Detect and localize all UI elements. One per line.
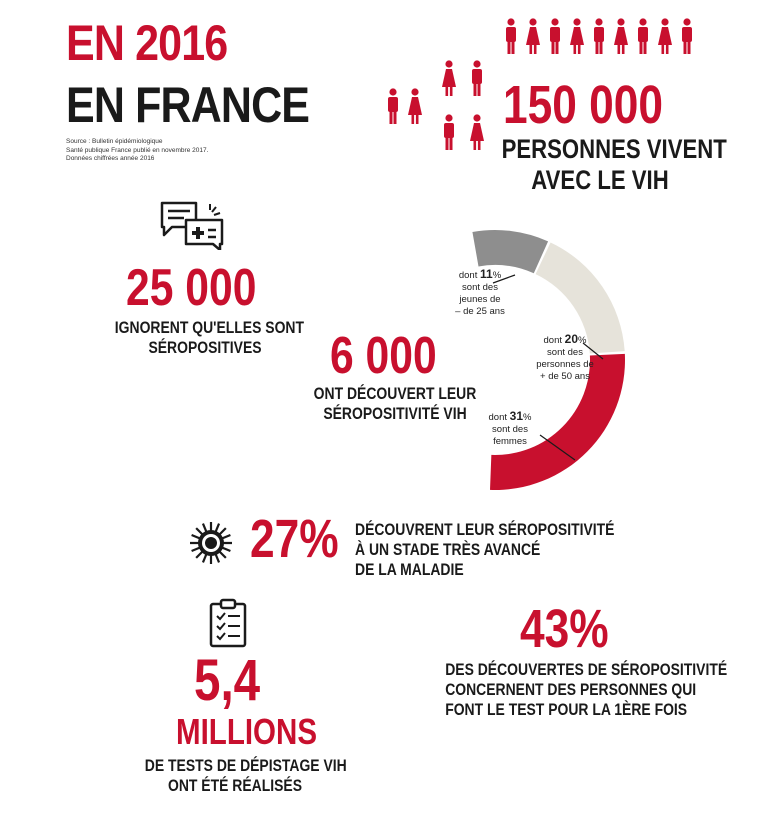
medical-chat-icon: [158, 200, 228, 250]
donut-pre: dont: [458, 270, 478, 281]
clipboard-icon: [208, 598, 248, 648]
first-test-value: 43%: [520, 599, 609, 659]
living-value: 150 000: [503, 75, 664, 135]
unaware-caption: [114, 318, 305, 357]
donut-label-line: personnes de: [536, 359, 594, 370]
tests-caption: [144, 756, 347, 796]
advanced-caption-line: DE LA MALADIE: [355, 560, 464, 579]
first-test-caption-line: DES DÉCOUVERTES DE SÉROPOSITIVITÉ: [445, 660, 728, 679]
title-country: EN FRANCE: [66, 77, 310, 133]
tests-value: 5,4: [194, 648, 261, 713]
donut-pct-sign: %: [578, 335, 587, 346]
donut-label-line: + de 50 ans: [540, 371, 590, 382]
donut-pct-sign: %: [492, 270, 502, 281]
first-test-caption-line: CONCERNENT DES PERSONNES QUI: [445, 680, 697, 699]
title-year: EN 2016: [66, 15, 228, 71]
source-line: Santé publique France publié en novembre 2017.: [66, 146, 209, 154]
donut-label-line: femmes: [493, 436, 527, 447]
first-test-caption-line: FONT LE TEST POUR LA 1ÈRE FOIS: [445, 700, 688, 719]
donut-label-line: sont des: [547, 347, 583, 358]
advanced-value: 27%: [250, 509, 339, 569]
donut-label-line: sont des: [492, 424, 528, 435]
advanced-caption-line: À UN STADE TRÈS AVANCÉ: [355, 540, 541, 559]
donut-label-line: sont des: [462, 282, 498, 293]
donut-chart: [395, 225, 645, 515]
living-caption: [501, 134, 727, 196]
donut-pct: 31: [509, 409, 524, 423]
donut-label-line: jeunes de: [459, 294, 501, 305]
discovered-caption-line: ONT DÉCOUVERT LEUR: [313, 384, 477, 403]
tests-caption-line: DE TESTS DE DÉPISTAGE VIH: [144, 756, 347, 775]
donut-label-line: – de 25 ans: [455, 306, 505, 317]
discovered-caption-line: SÉROPOSITIVITÉ VIH: [323, 403, 467, 423]
first-test-caption: [445, 660, 728, 720]
advanced-caption: [355, 520, 614, 580]
unaware-caption-line: SÉROPOSITIVES: [148, 337, 262, 357]
living-caption-line: PERSONNES VIVENT: [501, 134, 727, 164]
living-caption-line: AVEC LE VIH: [531, 165, 669, 196]
donut-pct: 20: [564, 332, 579, 346]
person-icon-row-top: [506, 18, 692, 54]
donut-pre: dont: [488, 412, 508, 423]
donut-pct: 11: [480, 267, 493, 281]
source-line: Source : Bulletin épidémiologique: [66, 138, 163, 145]
unaware-caption-line: IGNORENT QU'ELLES SONT: [114, 318, 305, 337]
discovered-value: 6 000: [330, 327, 437, 385]
tests-caption-line: ONT ÉTÉ RÉALISÉS: [167, 776, 302, 795]
source-note: [66, 138, 208, 164]
tests-unit: MILLIONS: [176, 711, 318, 752]
advanced-caption-line: DÉCOUVRENT LEUR SÉROPOSITIVITÉ: [355, 520, 615, 539]
unaware-value: 25 000: [126, 259, 257, 317]
donut-pct-sign: %: [523, 412, 532, 423]
donut-label-young: [440, 268, 520, 318]
virus-icon: [186, 518, 236, 568]
donut-label-women: [470, 410, 550, 448]
donut-pre: dont: [543, 335, 563, 346]
donut-label-senior: [525, 333, 605, 383]
source-line: Données chiffrées année 2016: [66, 155, 155, 162]
